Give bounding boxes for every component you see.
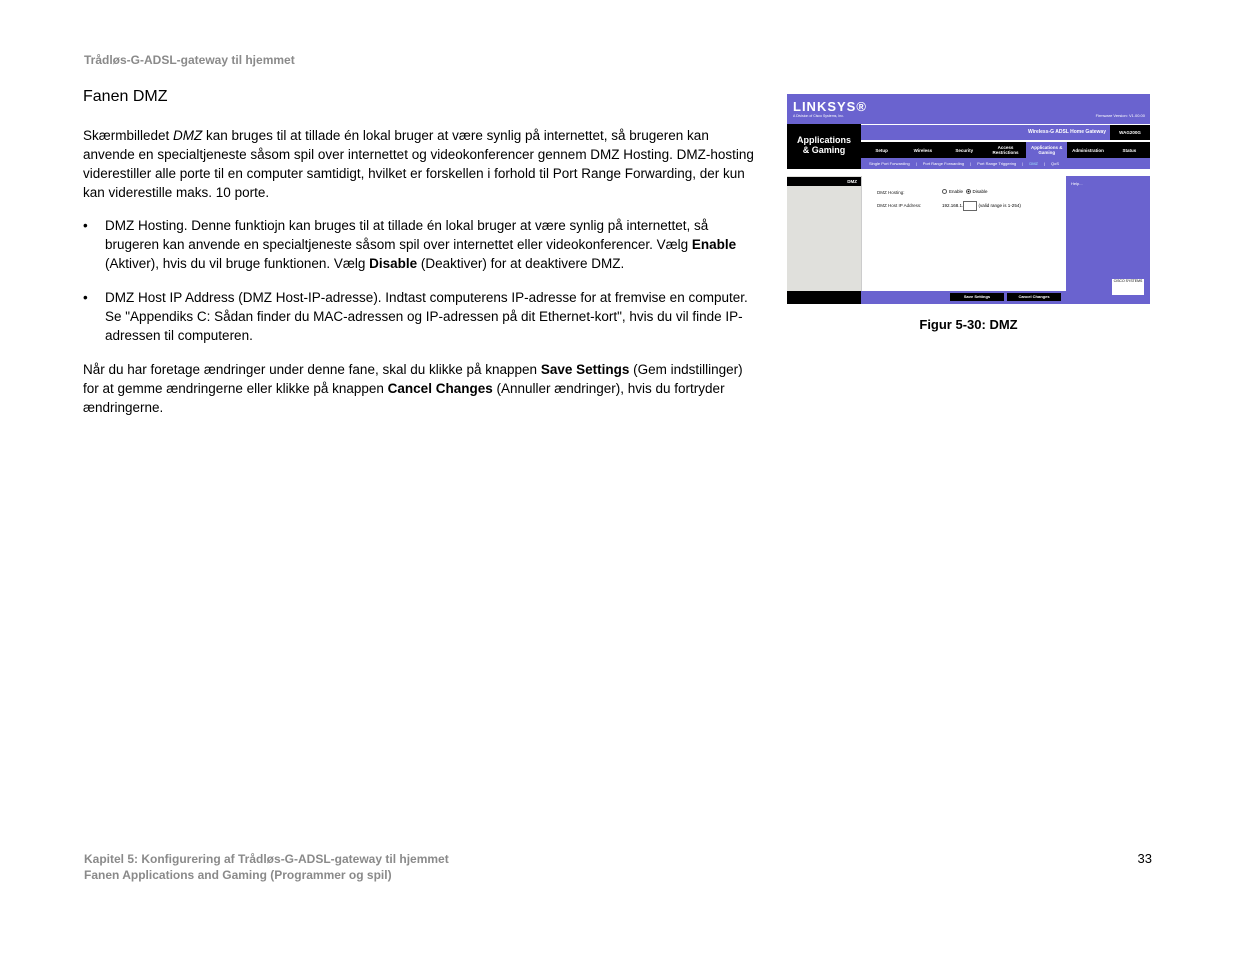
- closing-text: (Annuller ændringer), hvis du fortryder ændringerne.: [83, 381, 725, 415]
- disable-label: Disable: [972, 189, 988, 194]
- closing-paragraph: [83, 360, 759, 417]
- closing-text: Når du har foretage ændringer under denne fane, skal du klikke på knappen: [83, 362, 541, 377]
- radio-disable[interactable]: [966, 189, 971, 194]
- tab-status[interactable]: Status: [1122, 147, 1137, 153]
- footer-chapter: Kapitel 5: Konfigurering af Trådløs-G-ADSL-gateway til hjemmet: [84, 852, 449, 866]
- bold-enable: Enable: [691, 237, 737, 252]
- bullet-marker: •: [83, 290, 88, 305]
- tab-security[interactable]: Security: [955, 147, 974, 153]
- radio-enable[interactable]: [942, 189, 947, 194]
- page-number: 33: [1137, 851, 1152, 866]
- main-tabs: [861, 142, 1150, 158]
- cancel-changes-button[interactable]: Cancel Changes: [1007, 293, 1061, 301]
- bullet-text: DMZ Hosting. Denne funktiojn kan bruges til at tillade én lokal bruger at være synlig på internettet, så brugeren kan anvende en specialtjeneste såsom spil over internettet eller videokonferencer. Vælg: [105, 218, 709, 252]
- sub-tabs: [861, 158, 1150, 169]
- intro-after: kan bruges til at tillade én lokal bruger at være synlig på internettet, så brugeren kan anvende en specialtjeneste såsom spil over internettet og videokonferencer gennem DMZ Hosting. DMZ-hosting viderestiller alle porte til en computer samtidigt, hvilket er forskellen i forhold til Port Range Forwarding, der kun kan viderestille maks. 10 porte.: [83, 128, 754, 200]
- intro-before: Skærmbilledet: [83, 128, 174, 143]
- bold-save-settings: Save Settings: [540, 362, 630, 377]
- firmware-version: Firmware Version: V1.00.00: [1095, 113, 1145, 118]
- running-header: Trådløs-G-ADSL-gateway til hjemmet: [84, 53, 295, 67]
- host-ip-field: [942, 201, 1021, 211]
- dmz-screenshot: [787, 94, 1150, 304]
- sidebar-dmz-label: DMZ: [787, 177, 861, 186]
- enable-option[interactable]: [942, 189, 988, 194]
- tab-applications-gaming[interactable]: Applications & Gaming: [1026, 142, 1067, 158]
- intro-emphasis: DMZ: [173, 128, 203, 143]
- logo-subtitle: A Division of Cisco Systems, Inc.: [793, 114, 844, 118]
- tab-wireless[interactable]: Wireless: [913, 147, 933, 153]
- footer: [84, 851, 449, 883]
- bullet-text: (Aktiver), hvis du vil bruge funktionen. Vælg: [105, 256, 370, 271]
- subtab-port-range-forwarding[interactable]: Port Range Forwarding: [922, 161, 965, 166]
- subtab-separator: |: [970, 161, 972, 166]
- bullet-marker: •: [83, 218, 88, 233]
- subtab-separator: |: [915, 161, 917, 166]
- tab-administration[interactable]: Administration: [1072, 147, 1104, 153]
- bold-cancel-changes: Cancel Changes: [387, 381, 493, 396]
- bottom-left-bar: [787, 291, 861, 304]
- subtab-port-range-triggering[interactable]: Port Range Triggering: [977, 161, 1017, 166]
- closing-text: (Gem indstillinger) for at gemme ændringerne eller klikke på knappen: [83, 362, 743, 396]
- figure-caption: Figur 5-30: DMZ: [919, 317, 1018, 332]
- screenshot-section-title: Applications & Gaming: [796, 135, 851, 155]
- subtab-separator: |: [1044, 161, 1046, 166]
- product-bar: [861, 125, 1150, 140]
- bullet-list: [83, 216, 759, 360]
- product-name: Wireless-G ADSL Home Gateway: [1027, 129, 1106, 135]
- valid-range-note: (valid range is 1-254): [978, 203, 1021, 209]
- list-item: [83, 216, 759, 273]
- save-settings-button[interactable]: Save Settings: [950, 293, 1004, 301]
- linksys-logo: LINKSYS®: [793, 99, 867, 114]
- subtab-dmz[interactable]: DMZ: [1029, 161, 1038, 166]
- enable-label: Enable: [949, 189, 964, 194]
- dmz-hosting-label: DMZ Hosting:: [877, 190, 905, 195]
- tab-access-restrictions[interactable]: Access Restrictions: [992, 145, 1019, 155]
- list-item: [83, 288, 759, 345]
- bullet-text: (Deaktiver) for at deaktivere DMZ.: [417, 256, 625, 271]
- section-title: Fanen DMZ: [83, 88, 168, 105]
- subtab-single-port-forwarding[interactable]: Single Port Forwarding: [869, 161, 910, 166]
- subtab-qos[interactable]: QoS: [1051, 161, 1060, 166]
- bold-disable: Disable: [369, 256, 418, 271]
- host-ip-prefix: 192.168.1.: [942, 203, 964, 209]
- subtab-separator: |: [1022, 161, 1024, 166]
- model-badge: WAG200G: [1110, 125, 1150, 140]
- sidebar-panel: [787, 176, 861, 304]
- tab-setup[interactable]: Setup: [875, 147, 888, 153]
- help-link[interactable]: Help...: [1071, 181, 1083, 186]
- cisco-logo: CISCO SYSTEMS: [1112, 279, 1144, 295]
- footer-section: Fanen Applications and Gaming (Programmer og spil): [84, 868, 392, 882]
- host-ip-label: DMZ Host IP Address:: [877, 203, 922, 208]
- bullet-text: DMZ Host IP Address (DMZ Host-IP-adresse). Indtast computerens IP-adresse for at fremvise en computer. Se "Appendiks C: Sådan finder du MAC-adressen og IP-adressen på dit Ethernet-kort", hvis du vil finde IP-adressen til computeren.: [105, 290, 748, 343]
- intro-paragraph: [83, 126, 759, 202]
- host-ip-input[interactable]: [963, 201, 977, 211]
